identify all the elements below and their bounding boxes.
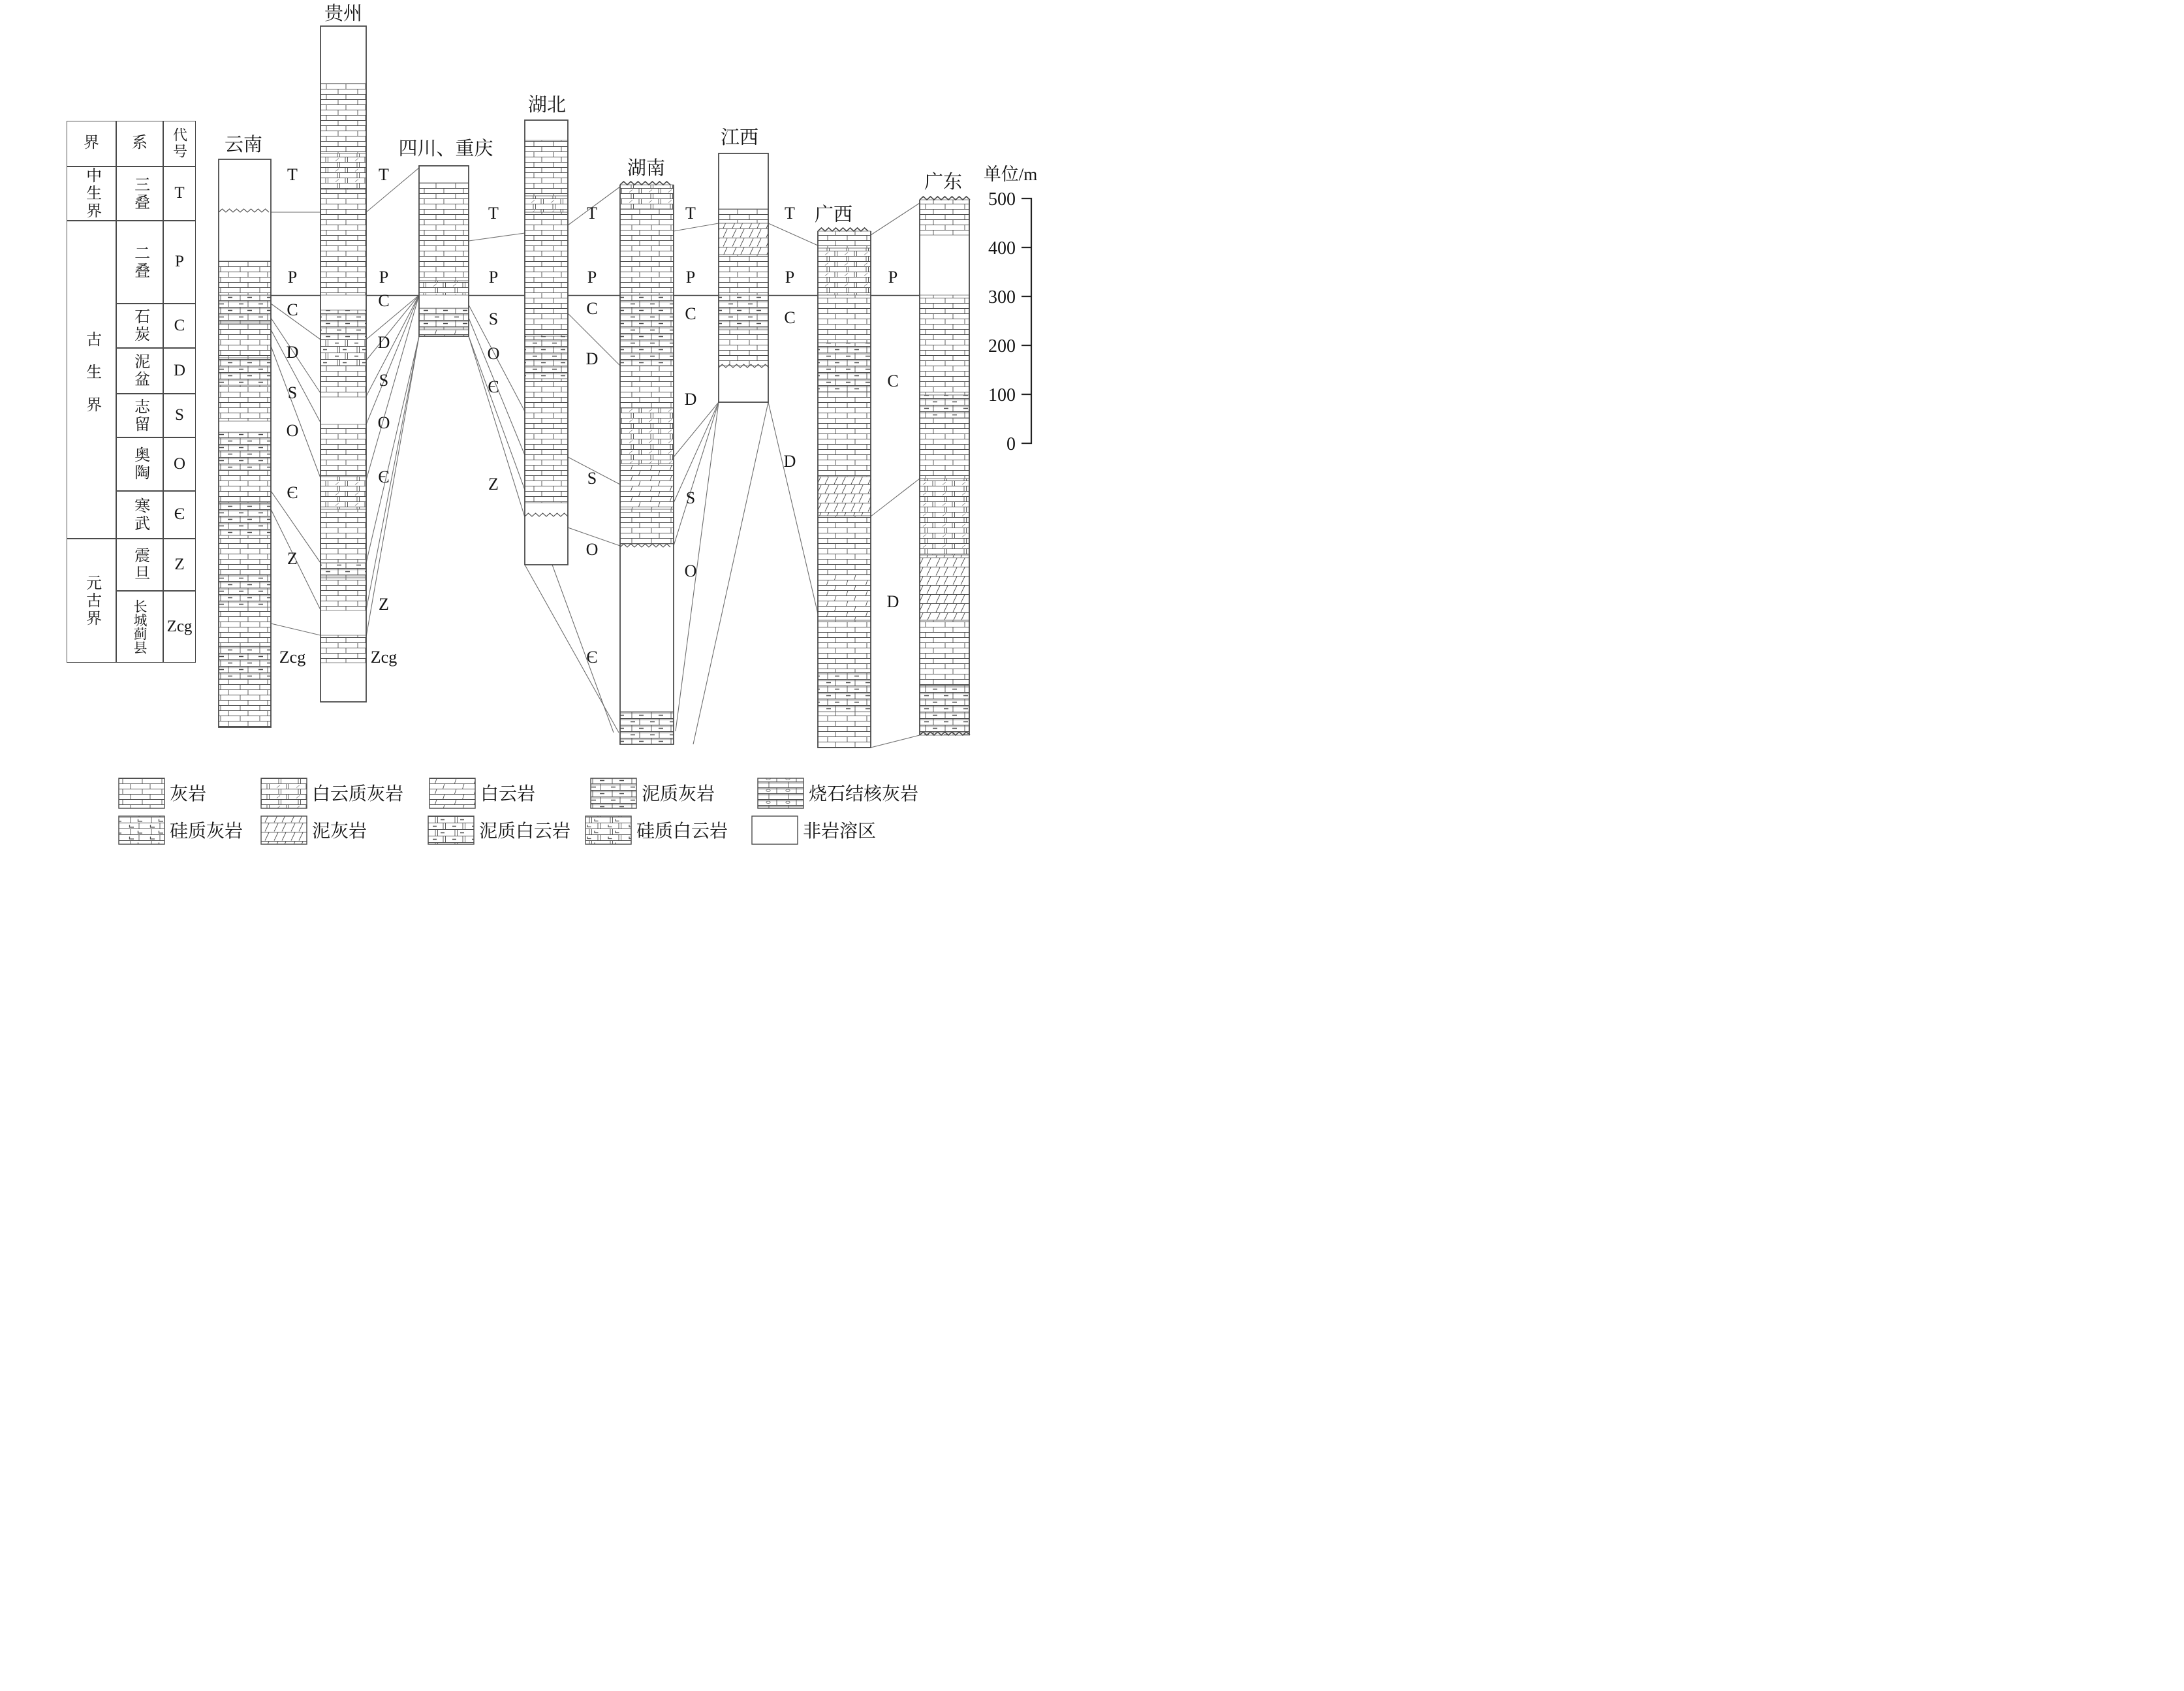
strat-code-label: Є: [488, 377, 499, 396]
legend-swatch-siliceous-dolomite: [585, 816, 631, 844]
table-system-silurian: 志留: [116, 394, 163, 437]
table-code-P: P: [163, 221, 196, 304]
legend-swatch-muddy-limestone: [591, 778, 636, 808]
strat-code-label: P: [287, 268, 298, 287]
strat-code-label: Є: [378, 467, 390, 486]
strat-code-label: C: [586, 299, 598, 318]
strat-code-label: T: [488, 204, 499, 223]
legend-swatch-non-karst: [752, 816, 798, 844]
strat-code-label: S: [488, 309, 499, 328]
legend-swatch-marl: [261, 816, 307, 844]
strat-code-label: S: [685, 488, 696, 507]
strat-code-label: D: [783, 452, 796, 471]
strat-code-label: O: [585, 540, 599, 559]
strat-code-label: T: [685, 204, 696, 223]
table-system-changcheng-jixian: 长城蓟县: [116, 591, 163, 663]
legend-label: 白云岩: [480, 784, 536, 804]
strat-code-label: D: [684, 390, 697, 409]
strat-code-label: O: [684, 561, 697, 580]
strat-code-label: Z: [379, 595, 389, 614]
strat-code-label: C: [685, 304, 696, 323]
strat-code-label: O: [487, 344, 500, 363]
table-code-S: S: [163, 394, 196, 437]
scale-tick-label: 200: [988, 336, 1016, 356]
table-code-Z: Z: [163, 539, 196, 591]
strat-code-label: Zcg: [279, 648, 306, 667]
legend-label: 白云质灰岩: [312, 784, 404, 804]
legend-swatch-dolomite: [429, 778, 475, 808]
legend-swatch-dolomitic-limestone: [261, 778, 307, 808]
table-header-code: 代号: [163, 121, 196, 166]
table-system-devonian: 泥盆: [116, 348, 163, 394]
legend-swatch-siliceous-limestone: [119, 816, 164, 844]
strat-code-label: S: [587, 469, 597, 488]
column-title-guangdong: 广东: [924, 172, 963, 193]
column-title-sichuan: 四川、重庆: [398, 138, 493, 159]
table-system-permian: 二叠: [116, 221, 163, 304]
scale-tick-label: 500: [988, 189, 1016, 210]
legend-swatch-limestone: [119, 778, 164, 808]
strat-code-label: D: [377, 333, 390, 352]
scale-tick-label: 100: [988, 385, 1016, 405]
column-guizhou: [320, 26, 366, 702]
strat-code-label: T: [287, 165, 298, 184]
strat-code-label: Є: [287, 483, 298, 502]
strat-code-label: P: [888, 268, 898, 287]
strat-code-label: C: [784, 308, 796, 327]
legend-label: 硅质白云岩: [636, 821, 728, 842]
scale-tick-label: 400: [988, 238, 1016, 259]
scale-tick-label: 0: [1006, 434, 1016, 454]
strat-code-label: D: [286, 343, 299, 362]
strat-code-label: Z: [488, 475, 499, 494]
column-hunan: [620, 182, 674, 744]
table-system-sinian: 震旦: [116, 539, 163, 591]
legend-swatch-chert-nodule-limestone: [758, 778, 803, 808]
strat-code-label: C: [887, 371, 899, 390]
strat-code-label: O: [377, 413, 390, 432]
strat-code-label: T: [379, 165, 389, 184]
strat-code-label: C: [287, 300, 298, 319]
strat-code-label: Є: [586, 648, 598, 667]
column-title-yunnan: 云南: [224, 134, 263, 155]
table-code-T: T: [163, 166, 196, 221]
table-era-paleozoic: 古生界: [67, 221, 116, 539]
column-yunnan: [219, 159, 271, 727]
table-code-C: C: [163, 304, 196, 348]
table-code-O: O: [163, 437, 196, 491]
table-header-system: 系: [116, 121, 163, 166]
strat-code-label: O: [286, 421, 299, 440]
stratigraphic-diagram: [0, 0, 1092, 846]
strat-code-label: T: [785, 204, 795, 223]
table-code-cambrian: Є: [163, 491, 196, 539]
table-system-carboniferous: 石炭: [116, 304, 163, 348]
legend-label: 泥质灰岩: [642, 784, 715, 804]
scale-axis: [1022, 198, 1031, 443]
column-title-hubei: 湖北: [527, 95, 567, 116]
column-guangdong: [920, 197, 970, 735]
table-code-D: D: [163, 348, 196, 394]
legend-swatch-muddy-dolomite: [428, 816, 474, 844]
table-system-ordovician: 奥陶: [116, 437, 163, 491]
scale-ticks: [1022, 247, 1031, 394]
legend-label: 硅质灰岩: [170, 821, 243, 842]
table-era-mesozoic: 中生界: [67, 166, 116, 221]
strat-code-label: P: [785, 268, 795, 287]
table-code-Zcg: Zcg: [163, 591, 196, 663]
column-title-guangxi: 广西: [814, 204, 853, 225]
scale-bar: [984, 165, 1038, 454]
column-top-zigzag: [620, 182, 670, 185]
strat-code-label: S: [287, 383, 298, 402]
strat-code-label: T: [587, 204, 597, 223]
scale-tick-label: 300: [988, 287, 1016, 308]
column-guangxi: [818, 228, 871, 748]
table-era-proterozoic: 元古界: [67, 539, 116, 663]
strat-code-label: P: [587, 268, 597, 287]
legend-label: 泥质白云岩: [479, 821, 571, 842]
column-hubei: [525, 120, 568, 565]
table-system-cambrian: 寒武: [116, 491, 163, 539]
column-top-zigzag: [818, 228, 868, 231]
strat-code-label: P: [488, 268, 499, 287]
legend-label: 泥灰岩: [312, 821, 367, 842]
legend-label: 非岩溶区: [803, 821, 877, 842]
strat-code-label: Z: [287, 549, 298, 568]
strat-code-label: P: [379, 268, 389, 287]
column-title-hunan: 湖南: [627, 158, 666, 179]
strat-code-label: D: [585, 349, 599, 368]
table-header-era: 界: [67, 121, 116, 166]
column-top-zigzag: [920, 197, 970, 200]
strat-code-label: S: [379, 371, 389, 390]
strat-code-label: P: [685, 268, 696, 287]
strat-code-label: Zcg: [370, 648, 398, 667]
column-title-guizhou: 贵州: [324, 3, 363, 24]
column-title-jiangxi: 江西: [720, 127, 759, 148]
strat-code-label: C: [378, 291, 390, 310]
column-sichuan-chongqing: [419, 166, 469, 336]
scale-unit-label: 单位/m: [983, 165, 1038, 184]
legend-label: 烧石结核灰岩: [809, 784, 919, 804]
strat-code-label: D: [886, 592, 899, 611]
column-jiangxi: [719, 153, 769, 402]
table-system-triassic: 三叠: [116, 166, 163, 221]
legend-label: 灰岩: [170, 784, 207, 804]
